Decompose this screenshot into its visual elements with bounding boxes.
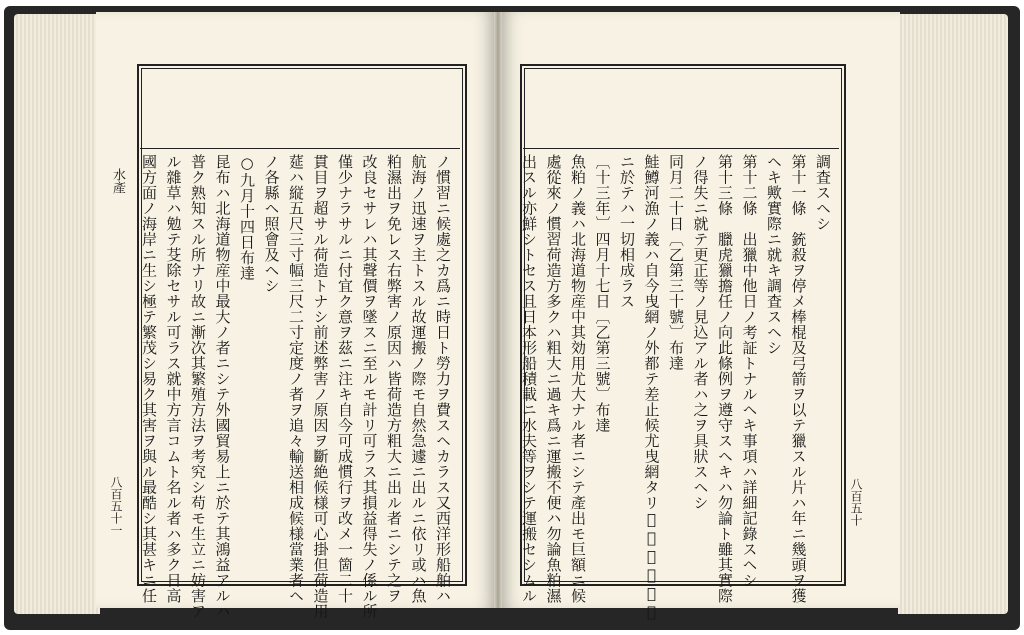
text-column: ノ各縣ヘ照會及ヘシ (262, 154, 281, 294)
text-column: 第十一條 銃殺ヲ停メ棒棍及弓箭ヲ以テ獵スル片ハ年ニ幾頭ヲ獲 (789, 154, 808, 604)
text-column: ニ於テハ一切相成ラス (618, 154, 636, 309)
text-column: ヘキ歟實際ニ就キ調査スヘシ (765, 154, 783, 356)
left-page-text (140, 154, 455, 619)
text-column: 僅少ナラサルニ付宜ク意ヲ茲ニ注キ自今可成慣行ヲ改メ一箇二十 (336, 154, 354, 604)
book-gutter (494, 12, 502, 608)
text-column: 改良セサレハ其聲價ヲ墜スニ至ルモ計リ可ラス其損益得失ノ係ル所 (360, 154, 379, 619)
text-column: 〔十三年〕四月十七日〔乙第三號〕布達 (593, 154, 612, 433)
text-column: 處從來ノ慣習荷造方多クハ粗大ニ過キ爲ニ運搬不便ハ勿論魚粕濕 (544, 154, 563, 604)
text-column: 普ク熟知スル所ナリ故ニ漸次其繁殖方法ヲ考究シ苟モ生立ニ妨害ア (189, 154, 207, 619)
page-edges-right (898, 14, 1008, 614)
left-header-rule (140, 148, 460, 149)
text-column: 莚ハ縦五尺三寸幅三尺二寸定度ノ者ヲ追々輸送相成候様當業者ヘ (287, 154, 305, 604)
text-column: 第十三條 臘虎獵擔任ノ向此條例ヲ遵守スヘキハ勿論ト雖其實際 (716, 154, 734, 604)
text-column: ル雜草ハ勉テ芟除セサル可ラス就中方言コムト名ル者ハ多ク日高 (164, 154, 183, 604)
text-column: 貫目ヲ超サル荷造トナシ前述弊害ノ原因ヲ斷絶候様可心掛但荷造用 (311, 154, 330, 619)
text-column: 國方面ノ海岸ニ生シ極テ繁茂シ易ク其害ヲ與ル最酷シ其甚キニ任 (140, 154, 158, 604)
text-column: 調査スヘシ (814, 154, 832, 232)
text-column: 鮭鱒河漁ノ義ハ自今曳網ノ外都テ差止候尤曳網タリ𪜈夜中及支川 (642, 154, 661, 622)
right-header-rule (523, 148, 839, 149)
right-page-text (520, 154, 835, 622)
text-column: 魚粕ノ義ハ北海道物産中其効用尤大ナル者ニシテ產出モ巨額ニ候 (569, 154, 587, 604)
text-column: ○九月十四日布達 (238, 154, 256, 281)
text-column: 粕濕出ヲ免レス右弊害ノ原因ハ皆荷造方粗大ニ出ル者ニシテ之ヲ (385, 154, 403, 604)
right-page-number: 八百五十 (849, 478, 863, 526)
text-column: 同月二十日〔乙第三十號〕布達 (667, 154, 685, 371)
text-column: 航海ノ迅速ヲ主トスル故運搬ノ際モ自然急遽ニ出ルニ依リ或ハ魚 (409, 154, 428, 604)
running-title: 水產 (110, 168, 125, 194)
text-column: ノ得失ニ就テ更正等ノ見込アル者ハ之ヲ具狀スヘシ (691, 154, 710, 511)
text-column: 出スル亦鮮シトセス且日本形船積載ニ水夫等ヲシテ運搬セシムル (520, 154, 538, 604)
text-column: 昆布ハ北海道物産中最大ノ者ニシテ外國貿易上ニ於テ其鴻益アルハ (213, 154, 232, 619)
text-column: ノ慣習ニ候處之カ爲ニ時日ト勞力ヲ費スヘカラス又西洋形船舶ハ (434, 154, 452, 604)
page-edges-left (14, 14, 100, 614)
text-column: 第十二條 出獵中他日ノ考証トナルヘキ事項ハ詳細記錄スヘシ (740, 154, 759, 588)
left-page-number: 八百五十一 (109, 476, 123, 536)
